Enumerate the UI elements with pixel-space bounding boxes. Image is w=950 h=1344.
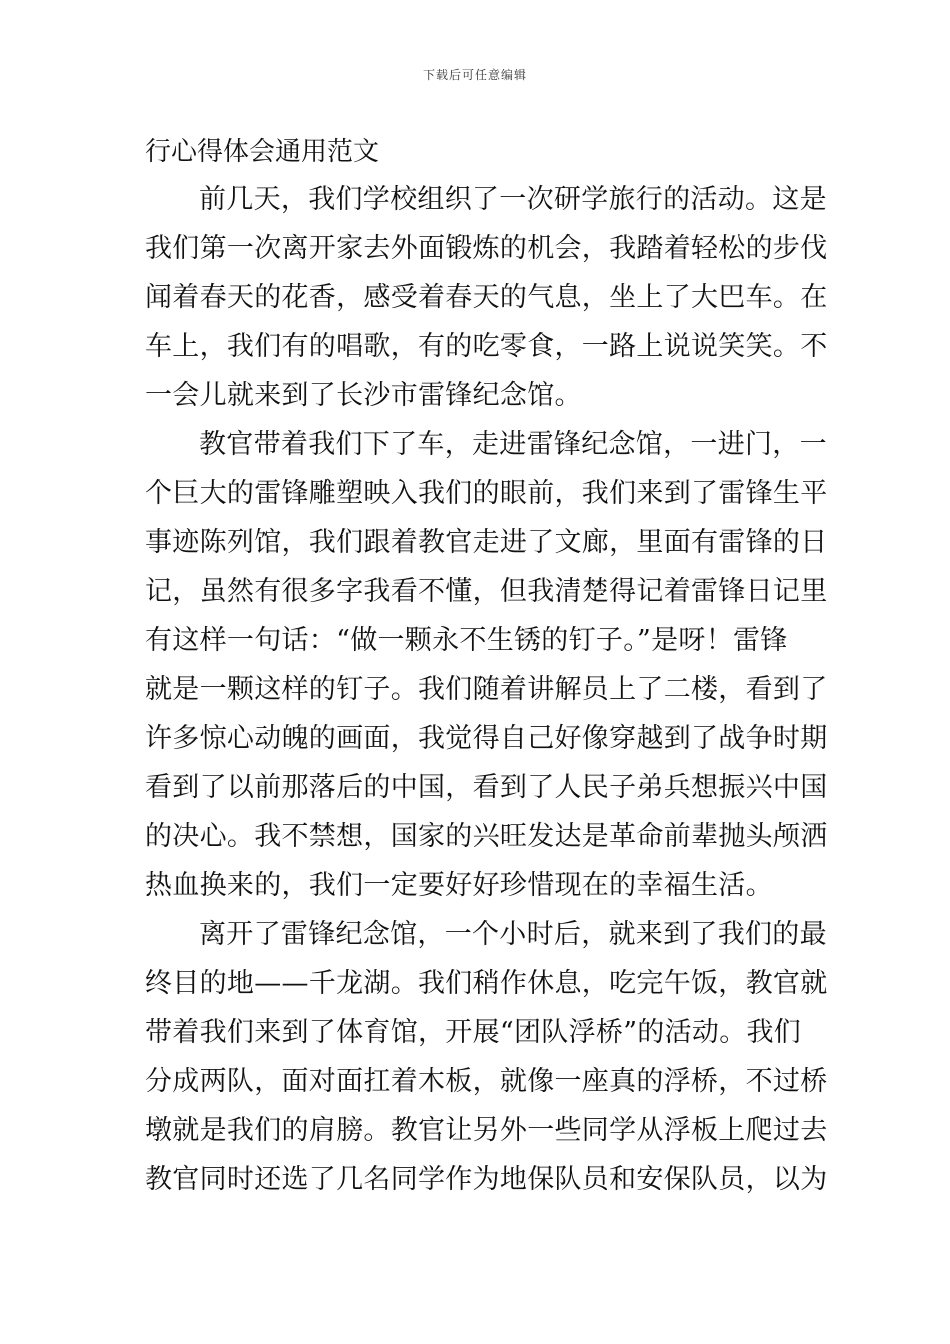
text-line: 带着我们来到了体育馆，开展“团队浮桥”的活动。我们: [145, 1017, 802, 1048]
text-line: 热血换来的，我们一定要好好珍惜现在的幸福生活。: [145, 870, 773, 901]
text-line: 看到了以前那落后的中国，看到了人民子弟兵想振兴中国: [145, 772, 828, 803]
text-line: 离开了雷锋纪念馆，一个小时后，就来到了我们的最: [199, 919, 827, 950]
text-line: 前几天，我们学校组织了一次研学旅行的活动。这是: [199, 184, 827, 215]
text-line: 有这样一句话：“做一颗永不生锈的钉子。”是呀！雷锋: [145, 625, 788, 656]
text-line: 闻着春天的花香，感受着春天的气息，坐上了大巴车。在: [145, 282, 828, 313]
header-note: 下载后可任意编辑: [422, 68, 527, 82]
text-line: 分成两队，面对面扛着木板，就像一座真的浮桥，不过桥: [145, 1066, 828, 1097]
text-line: 一会儿就来到了长沙市雷锋纪念馆。: [145, 380, 582, 411]
document-title: 行心得体会通用范文: [145, 137, 380, 167]
text-line: 记，虽然有很多字我看不懂，但我清楚得记着雷锋日记里: [145, 576, 828, 607]
text-line: 就是一颗这样的钉子。我们随着讲解员上了二楼，看到了: [145, 674, 828, 705]
text-line: 的决心。我不禁想，国家的兴旺发达是革命前辈抛头颅洒: [145, 821, 828, 852]
text-line: 许多惊心动魄的画面，我觉得自己好像穿越到了战争时期: [145, 723, 828, 754]
text-line: 教官带着我们下了车，走进雷锋纪念馆，一进门，一: [199, 429, 827, 460]
text-line: 教官同时还选了几名同学作为地保队员和安保队员，以为: [145, 1164, 828, 1195]
document-body: [145, 175, 828, 1204]
text-line: 终目的地——千龙湖。我们稍作休息，吃完午饭，教官就: [145, 968, 828, 999]
text-line: 事迹陈列馆，我们跟着教官走进了文廊，里面有雷锋的日: [145, 527, 828, 558]
text-line: 我们第一次离开家去外面锻炼的机会，我踏着轻松的步伐: [145, 233, 828, 264]
text-line: 墩就是我们的肩膀。教官让另外一些同学从浮板上爬过去: [145, 1115, 828, 1146]
text-line: 个巨大的雷锋雕塑映入我们的眼前，我们来到了雷锋生平: [145, 478, 828, 509]
text-line: 车上，我们有的唱歌，有的吃零食，一路上说说笑笑。不: [145, 331, 828, 362]
